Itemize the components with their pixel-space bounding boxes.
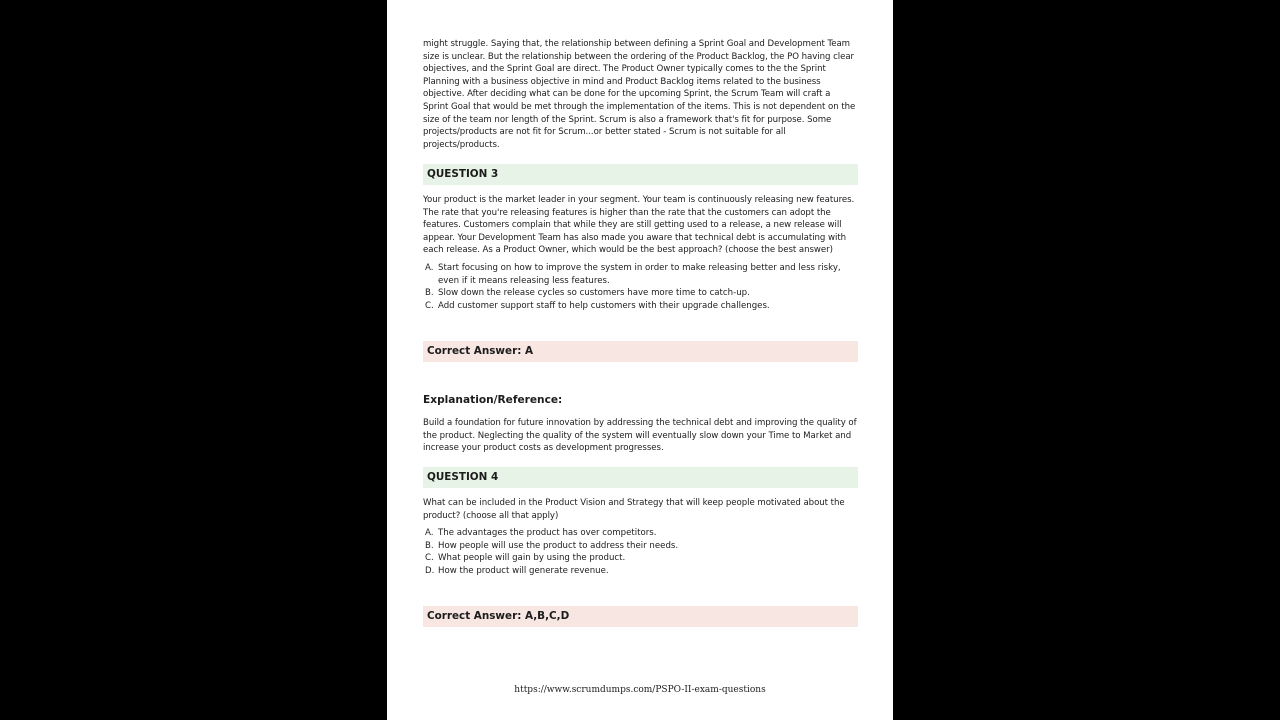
option-text: How the product will generate revenue. [438,565,609,576]
question-3-text: Your product is the market leader in your segment. Your team is continuously releasing new features. The rate that you're releasing features is higher than the rate that the customers can adopt the features. Customers complain that while they are still getting used to a release, a new release will appear. Your Development Team has also made you aware that technical debt is accumulating with each release. As a Product Owner, which would be the best approach? (choose the best answer) [423,195,855,256]
option-item [423,262,858,287]
option-item [423,527,858,540]
question-3-heading: QUESTION 3 [423,164,858,185]
question-4-heading: QUESTION 4 [423,467,858,488]
footer-url[interactable]: https://www.scrumdumps.com/PSPO-II-exam-questions [514,685,766,695]
option-item [423,552,858,565]
option-item [423,540,858,553]
option-letter: A. [425,528,434,538]
option-text: Slow down the release cycles so customers have more time to catch-up. [438,288,750,299]
option-item [423,300,858,313]
option-letter: C. [425,300,434,311]
option-letter: C. [425,553,434,564]
option-text: Add customer support staff to help customers with their upgrade challenges. [438,300,770,311]
option-item [423,287,858,300]
option-text: The advantages the product has over competitors. [438,528,657,538]
question-3-answer: Correct Answer: A [423,341,858,362]
option-letter: A. [425,263,434,273]
option-text: Start focusing on how to improve the system in order to make releasing better and less risky, even if it means releasing less features. [438,263,841,286]
question-4-answer: Correct Answer: A,B,C,D [423,606,858,627]
option-text: What people will gain by using the product. [438,553,626,564]
option-letter: B. [425,540,434,551]
question-3-options [423,262,858,312]
option-letter: B. [425,288,434,299]
option-letter: D. [425,565,435,576]
option-text: How people will use the product to address their needs. [438,540,679,551]
intro-paragraph: might struggle. Saying that, the relationship between defining a Sprint Goal and Development Team size is unclear. But the relationship between the ordering of the Product Backlog, the PO having clear objectives, and the Sprint Goal are direct. The Product Owner typically comes to the the Sprint Planning with a business objective in mind and Product Backlog items related to the business objective. After deciding what can be done for the upcoming Sprint, the Scrum Team will craft a Sprint Goal that would be met through the implementation of the items. This is not dependent on the size of the team nor length of the Sprint. Scrum is also a framework that's fit for purpose. Some projects/products are not fit for Scrum...or better stated - Scrum is not suitable for all projects/products. [423,39,856,150]
question-4-options [423,527,858,577]
explanation-text: Build a foundation for future innovation by addressing the technical debt and improving the quality of the product. Neglecting the quality of the system will eventually slow down your Time to Market and increase your product costs as development progresses. [423,418,857,454]
document-page [387,0,893,720]
option-item [423,565,858,578]
explanation-heading: Explanation/Reference: [423,394,563,406]
question-4-text: What can be included in the Product Vision and Strategy that will keep people motivated about the product? (choose all that apply) [423,498,845,521]
